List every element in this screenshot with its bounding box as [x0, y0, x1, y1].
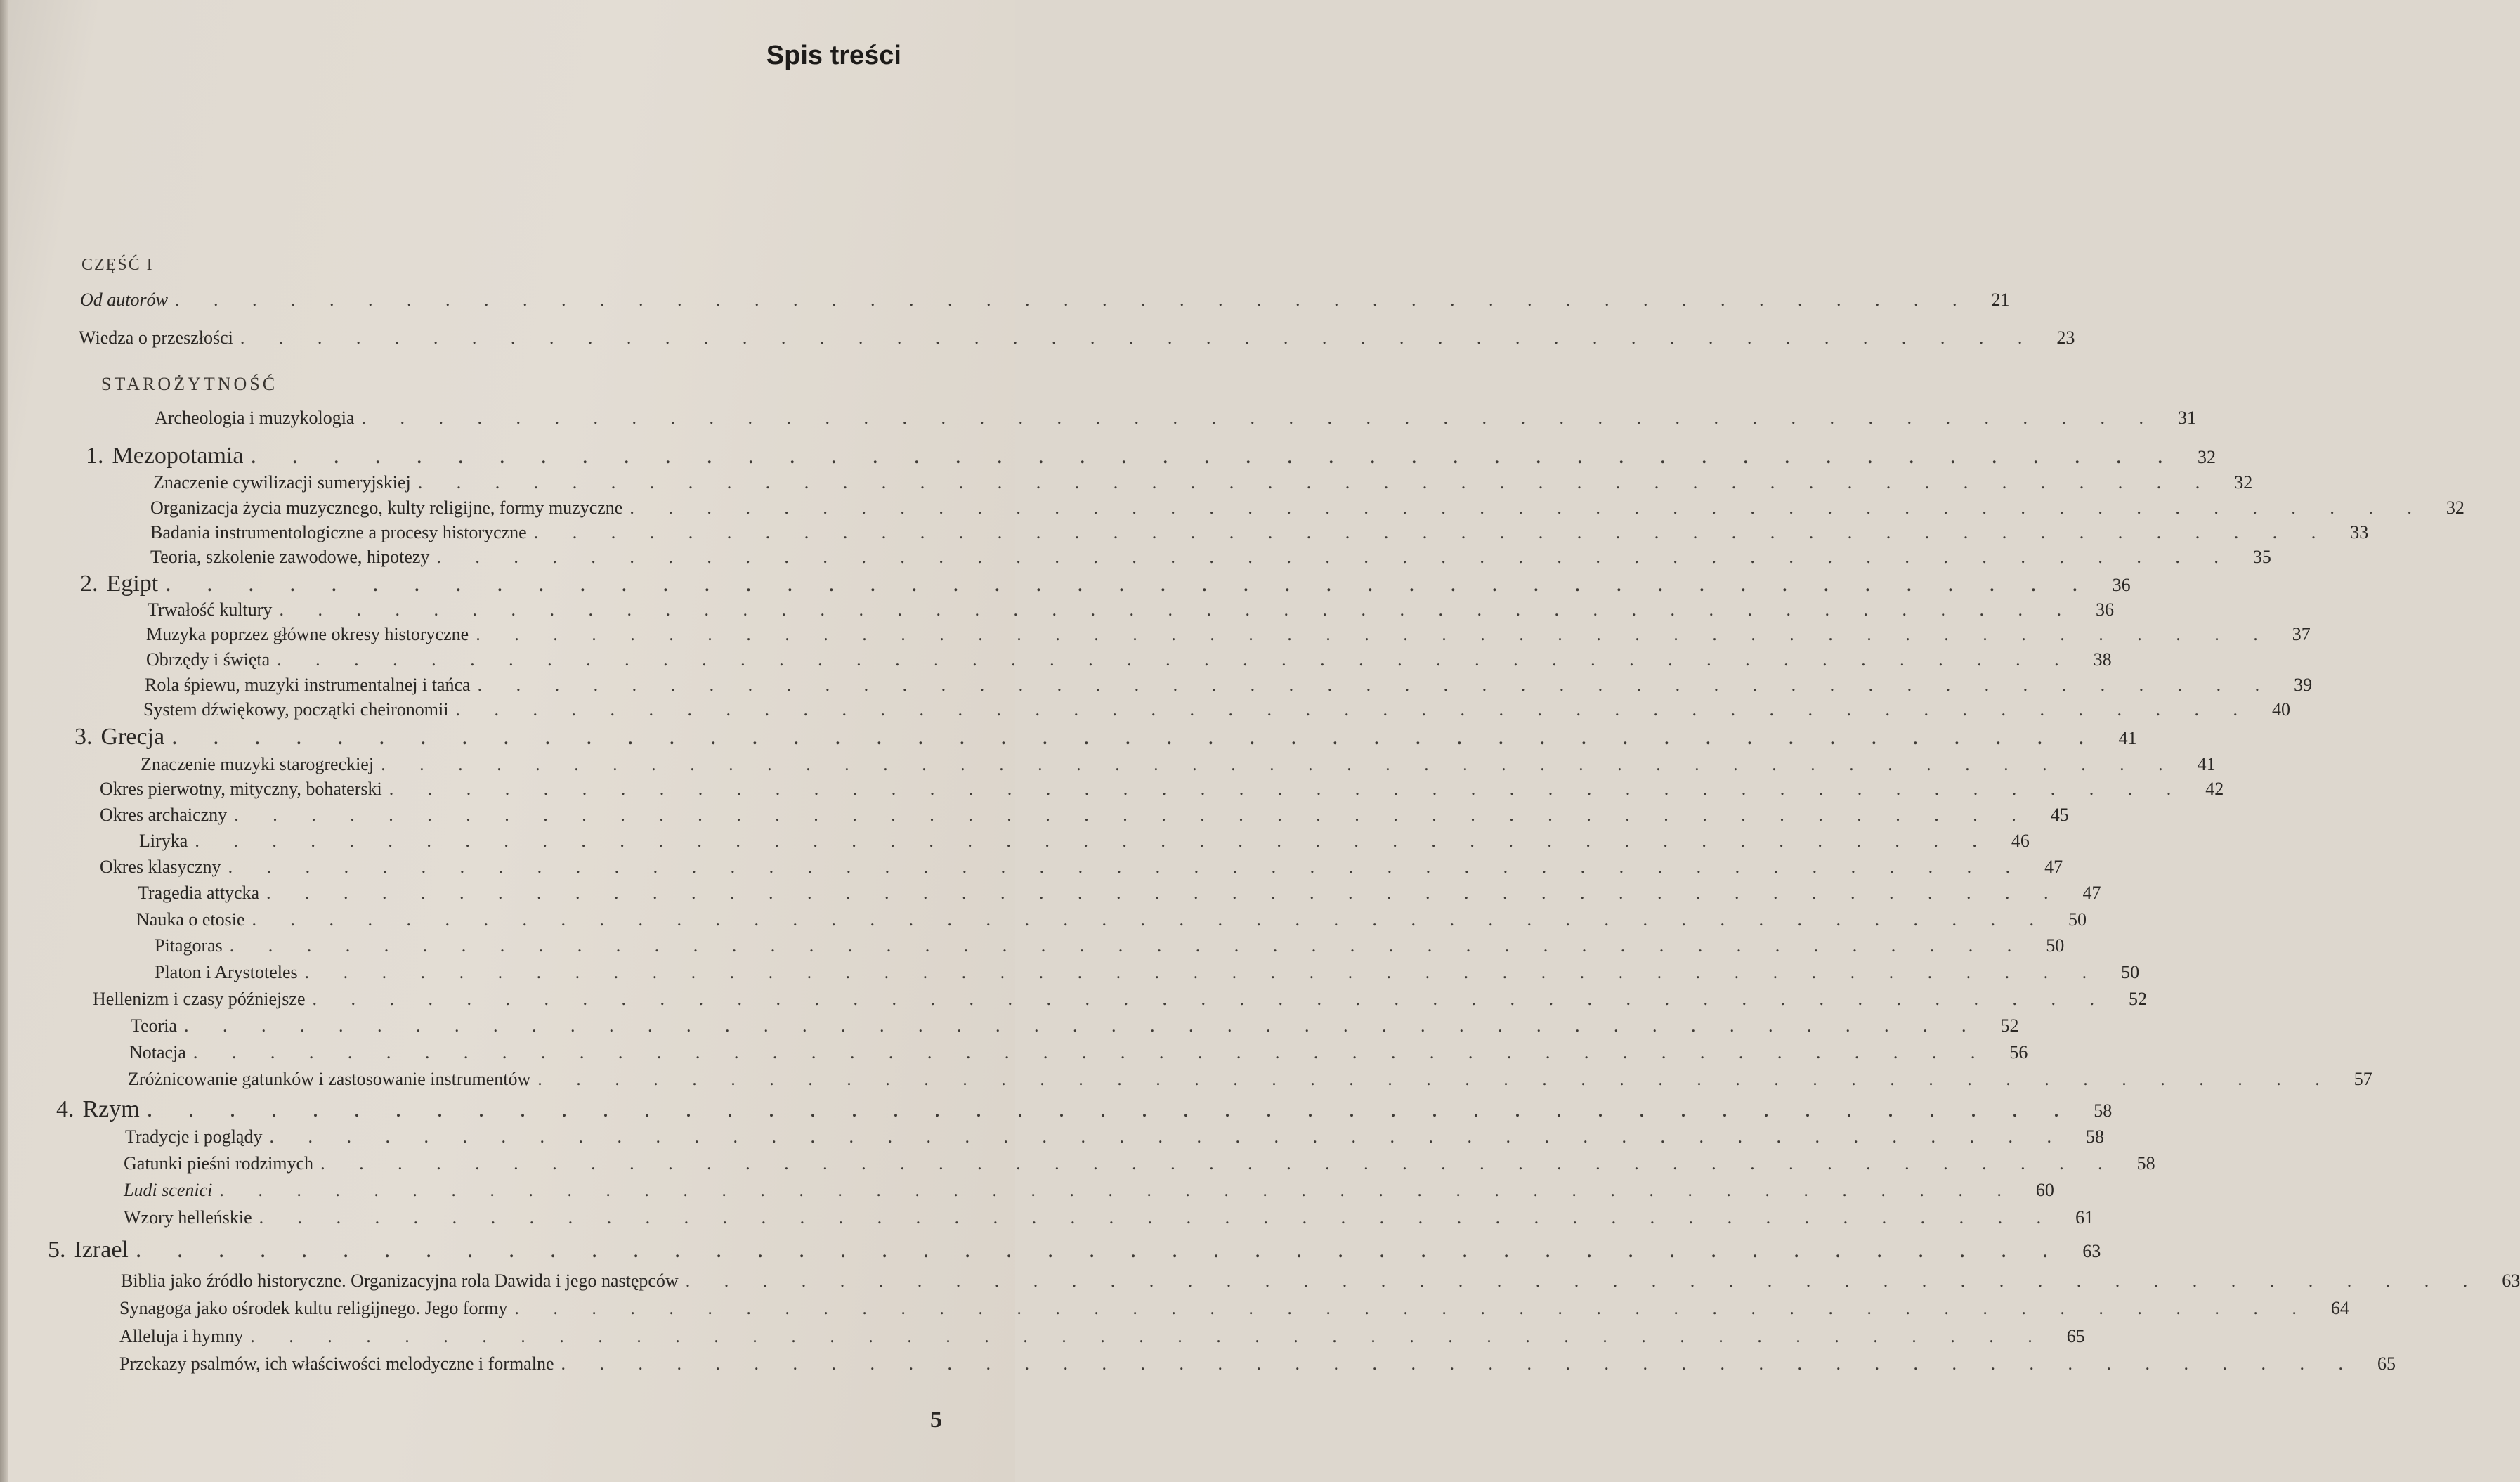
toc-entry: [131, 1015, 2019, 1036]
dot-leader: . . . . . . . . . . . . . . . . . . . . . . . . . . . . . . . . . . . . . . . . . . . . . . .: [228, 857, 2025, 877]
entry-page-number: 52: [2128, 989, 2147, 1009]
dot-leader: . . . . . . . . . . . . . . . . . . . . . . . . . . . . . . . . . . . . . . . . . . . . . . .: [417, 472, 2215, 493]
dot-leader: . . . . . . . . . . . . . . . . . . . . . . . . . . . . . . . . . . . . . . . . . . . . . . .: [389, 779, 2186, 799]
entry-title: Platon i Arystoteles: [155, 962, 298, 982]
entry-page-number: 40: [2271, 699, 2290, 720]
entry-title: System dźwiękowy, początki cheironomii: [143, 699, 449, 720]
toc-entry: [121, 1270, 2520, 1292]
dot-leader: . . . . . . . . . . . . . . . . . . . . . . . . . . . . . . . . . . . . . . . . . . . . . . .: [240, 327, 2037, 348]
dot-leader: . . . . . . . . . . . . . . . . . . . . . . . . . . . . . . . . . . . . . . . . . . . . . . .: [455, 699, 2252, 720]
toc-entry: [143, 699, 2290, 720]
toc-chapter: [74, 724, 2137, 750]
toc-entry: [80, 290, 2010, 311]
toc-entry: [155, 962, 2140, 983]
dot-leader: . . . . . . . . . . . . . . . . . . . . . . . . . . . . . . . . . . . . . . . . . . . . . . .: [561, 1353, 2358, 1374]
toc-entry: [100, 805, 2069, 826]
entry-page-number: 37: [2292, 624, 2311, 644]
entry-title: Muzyka poprzez główne okresy historyczne: [146, 624, 469, 644]
entry-title: Tradycje i poglądy: [125, 1126, 263, 1147]
entry-title: Teoria: [131, 1015, 178, 1036]
entry-page-number: 36: [2112, 575, 2131, 595]
entry-page-number: 52: [2000, 1015, 2019, 1036]
page-title: Spis treści: [766, 41, 901, 70]
entry-page-number: 41: [2118, 728, 2137, 748]
entry-page-number: 36: [2095, 599, 2114, 620]
entry-title: Organizacja życia muzycznego, kulty religijne, formy muzyczne: [150, 498, 623, 518]
entry-title: Przekazy psalmów, ich właściwości melodyczne i formalne: [119, 1353, 554, 1374]
entry-title: Okres klasyczny: [100, 857, 221, 877]
dot-leader: . . . . . . . . . . . . . . . . . . . . . . . . . . . . . . . . . . . . . . . . . . . . . . .: [381, 754, 2178, 774]
dot-leader: . . . . . . . . . . . . . . . . . . . . . . . . . . . . . . . . . . . . . . . . . . . . . . .: [629, 498, 2427, 518]
entry-page-number: 58: [2085, 1126, 2104, 1147]
entry-page-number: 65: [2377, 1353, 2396, 1374]
entry-page-number: 21: [1991, 290, 2010, 310]
entry-title: Od autorów: [80, 290, 168, 310]
entry-title: Notacja: [129, 1042, 186, 1062]
entry-title: Teoria, szkolenie zawodowe, hipotezy: [150, 547, 430, 567]
entry-title: Wiedza o przeszłości: [79, 327, 233, 348]
toc-entry: [155, 935, 2065, 956]
toc-entry: [148, 599, 2114, 620]
toc-entry: [79, 327, 2075, 349]
entry-title: Okres pierwotny, mityczny, bohaterski: [100, 779, 382, 799]
dot-leader: . . . . . . . . . . . . . . . . . . . . . . . . . . . . . . . . . . . . . . . . . . . . . . .: [229, 935, 2027, 956]
entry-page-number: 31: [2177, 408, 2196, 428]
entry-page-number: 63: [2502, 1270, 2520, 1291]
toc-entry: [93, 989, 2147, 1010]
section-label: STAROŻYTNOŚĆ: [101, 374, 278, 394]
toc-entry: [119, 1298, 2349, 1319]
dot-leader: . . . . . . . . . . . . . . . . . . . . . . . . . . . . . . . . . . . . . . . . . . . . . . .: [234, 805, 2031, 825]
chapter-number: 1.: [86, 443, 104, 469]
toc-entry: [150, 547, 2271, 568]
toc-entry: [124, 1180, 2054, 1201]
entry-title: Hellenizm i czasy późniejsze: [93, 989, 306, 1009]
entry-page-number: 42: [2205, 779, 2224, 799]
entry-page-number: 50: [2046, 935, 2065, 956]
dot-leader: . . . . . . . . . . . . . . . . . . . . . . . . . . . . . . . . . . . . . . . . . . . . . . .: [436, 547, 2233, 567]
part-label: CZĘŚĆ I: [81, 256, 154, 274]
entry-title: Biblia jako źródło historyczne. Organizacyjna rola Dawida i jego następców: [121, 1270, 679, 1291]
entry-title: Synagoga jako ośrodek kultu religijnego. Jego formy: [119, 1298, 508, 1318]
dot-leader: . . . . . . . . . . . . . . . . . . . . . . . . . . . . . . . . . . . . . . . . . . . . . . .: [195, 831, 1992, 851]
entry-title: Obrzędy i święta: [146, 649, 270, 670]
dot-leader: . . . . . . . . . . . . . . . . . . . . . . . . . . . . . . . . . . . . . . . . . . . . . . .: [266, 883, 2063, 903]
toc-entry: [100, 779, 2224, 800]
toc-entry: [150, 522, 2369, 543]
entry-page-number: 23: [2056, 327, 2075, 348]
entry-title: Zróżnicowanie gatunków i zastosowanie instrumentów: [128, 1069, 531, 1089]
entry-title: Archeologia i muzykologia: [155, 408, 355, 428]
entry-title: Grecja: [100, 724, 165, 750]
toc-entry: [119, 1326, 2085, 1347]
entry-title: Badania instrumentologiczne a procesy historyczne: [150, 522, 527, 542]
entry-title: Liryka: [139, 831, 188, 851]
entry-title: Mezopotamia: [112, 443, 244, 469]
dot-leader: . . . . . . . . . . . . . . . . . . . . . . . . . . . . . . . . . . . . . . . . . . . . . . .: [269, 1126, 2066, 1147]
entry-page-number: 32: [2197, 447, 2216, 467]
toc-entry: [145, 675, 2313, 696]
entry-title: Trwałość kultury: [148, 599, 273, 620]
page-edge: [0, 0, 8, 1482]
entry-page-number: 63: [2082, 1241, 2101, 1261]
entry-page-number: 61: [2075, 1207, 2094, 1228]
entry-title: Ludi scenici: [124, 1180, 213, 1200]
toc-entry: [146, 624, 2311, 645]
dot-leader: . . . . . . . . . . . . . . . . . . . . . . . . . . . . . . . . . . . . . . . . . . . . . . .: [320, 1153, 2117, 1174]
entry-title: Pitagoras: [155, 935, 223, 956]
dot-leader: . . . . . . . . . . . . . . . . . . . . . . . . . . . . . . . . . . . . . . . . . . . . . . .: [184, 1015, 1981, 1036]
toc-chapter: [56, 1096, 2113, 1123]
dot-leader: . . . . . . . . . . . . . . . . . . . . . . . . . . . . . . . . . . . . . . . . . . . . . . .: [174, 290, 1972, 310]
dot-leader: . . . . . . . . . . . . . . . . . . . . . . . . . . . . . . . . . . . . . . . . . . . . . . .: [537, 1069, 2335, 1089]
entry-page-number: 65: [2066, 1326, 2085, 1346]
toc-entry: [129, 1042, 2028, 1063]
entry-page-number: 35: [2252, 547, 2271, 567]
toc-entry: [146, 649, 2112, 670]
entry-page-number: 60: [2035, 1180, 2054, 1200]
toc-entry: [138, 883, 2101, 904]
entry-page-number: 38: [2093, 649, 2112, 670]
chapter-number: 5.: [48, 1237, 66, 1263]
dot-leader: . . . . . . . . . . . . . . . . . . . . . . . . . . . . . . . . . . . . . . . . . . . . . . .: [514, 1298, 2311, 1318]
toc-entry: [136, 909, 2087, 930]
dot-leader: . . . . . . . . . . . . . . . . . . . . . . . . . . . . . . . . . . . . . . . . . . . . . . .: [165, 571, 2093, 597]
entry-title: Wzory helleńskie: [124, 1207, 252, 1228]
page-number: 5: [930, 1407, 942, 1433]
entry-title: Gatunki pieśni rodzimych: [124, 1153, 314, 1174]
dot-leader: . . . . . . . . . . . . . . . . . . . . . . . . . . . . . . . . . . . . . . . . . . . . . . .: [304, 962, 2102, 982]
dot-leader: . . . . . . . . . . . . . . . . . . . . . . . . . . . . . . . . . . . . . . . . . . . . . . .: [476, 624, 2273, 644]
entry-title: Nauka o etosie: [136, 909, 245, 930]
entry-page-number: 41: [2197, 754, 2216, 774]
entry-page-number: 45: [2050, 805, 2069, 825]
dot-leader: . . . . . . . . . . . . . . . . . . . . . . . . . . . . . . . . . . . . . . . . . . . . . . .: [250, 443, 2178, 469]
dot-leader: . . . . . . . . . . . . . . . . . . . . . . . . . . . . . . . . . . . . . . . . . . . . . . .: [219, 1180, 2016, 1200]
entry-page-number: 47: [2082, 883, 2101, 903]
entry-page-number: 46: [2011, 831, 2030, 851]
entry-title: Alleluja i hymny: [119, 1326, 244, 1346]
chapter-number: 2.: [80, 571, 98, 597]
entry-page-number: 50: [2121, 962, 2140, 982]
entry-page-number: 50: [2068, 909, 2087, 930]
dot-leader: . . . . . . . . . . . . . . . . . . . . . . . . . . . . . . . . . . . . . . . . . . . . . . .: [192, 1042, 1990, 1062]
toc-chapter: [48, 1237, 2101, 1263]
dot-leader: . . . . . . . . . . . . . . . . . . . . . . . . . . . . . . . . . . . . . . . . . . . . . . .: [361, 408, 2158, 428]
toc-entry: [139, 831, 2030, 852]
entry-title: Okres archaiczny: [100, 805, 228, 825]
dot-leader: . . . . . . . . . . . . . . . . . . . . . . . . . . . . . . . . . . . . . . . . . . . . . . .: [312, 989, 2109, 1009]
entry-title: Rola śpiewu, muzyki instrumentalnej i tańca: [145, 675, 471, 695]
toc-entry: [125, 1126, 2104, 1148]
dot-leader: . . . . . . . . . . . . . . . . . . . . . . . . . . . . . . . . . . . . . . . . . . . . . . .: [277, 649, 2074, 670]
dot-leader: . . . . . . . . . . . . . . . . . . . . . . . . . . . . . . . . . . . . . . . . . . . . . . .: [279, 599, 2076, 620]
entry-page-number: 32: [2446, 498, 2464, 518]
entry-title: Rzym: [82, 1096, 140, 1122]
entry-title: Egipt: [106, 571, 159, 597]
dot-leader: . . . . . . . . . . . . . . . . . . . . . . . . . . . . . . . . . . . . . . . . . . . . . . .: [146, 1096, 2075, 1122]
toc-entry: [141, 754, 2216, 775]
toc-entry: [153, 472, 2253, 493]
toc-entry: [155, 408, 2196, 429]
dot-leader: . . . . . . . . . . . . . . . . . . . . . . . . . . . . . . . . . . . . . . . . . . . . . . .: [135, 1237, 2063, 1263]
dot-leader: . . . . . . . . . . . . . . . . . . . . . . . . . . . . . . . . . . . . . . . . . . . . . . .: [533, 522, 2331, 542]
toc-entry: [128, 1069, 2372, 1090]
entry-title: Znaczenie cywilizacji sumeryjskiej: [153, 472, 411, 493]
entry-page-number: 56: [2009, 1042, 2028, 1062]
dot-leader: . . . . . . . . . . . . . . . . . . . . . . . . . . . . . . . . . . . . . . . . . . . . . . .: [259, 1207, 2056, 1228]
chapter-number: 3.: [74, 724, 93, 750]
entry-page-number: 47: [2044, 857, 2063, 877]
entry-page-number: 57: [2353, 1069, 2372, 1089]
entry-page-number: 58: [2136, 1153, 2155, 1174]
entry-page-number: 32: [2234, 472, 2253, 493]
toc-chapter: [86, 443, 2216, 469]
dot-leader: . . . . . . . . . . . . . . . . . . . . . . . . . . . . . . . . . . . . . . . . . . . . . . .: [250, 1326, 2047, 1346]
toc-entry: [150, 498, 2464, 519]
toc-entry: [119, 1353, 2396, 1374]
entry-title: Izrael: [74, 1237, 129, 1263]
entry-title: Tragedia attycka: [138, 883, 260, 903]
chapter-number: 4.: [56, 1096, 74, 1122]
dot-leader: . . . . . . . . . . . . . . . . . . . . . . . . . . . . . . . . . . . . . . . . . . . . . . .: [477, 675, 2275, 695]
dot-leader: . . . . . . . . . . . . . . . . . . . . . . . . . . . . . . . . . . . . . . . . . . . . . . .: [685, 1270, 2483, 1291]
dot-leader: . . . . . . . . . . . . . . . . . . . . . . . . . . . . . . . . . . . . . . . . . . . . . . .: [171, 724, 2099, 750]
entry-page-number: 58: [2094, 1100, 2113, 1121]
entry-page-number: 64: [2330, 1298, 2349, 1318]
dot-leader: . . . . . . . . . . . . . . . . . . . . . . . . . . . . . . . . . . . . . . . . . . . . . . .: [252, 909, 2049, 930]
entry-title: Znaczenie muzyki starogreckiej: [141, 754, 374, 774]
toc-chapter: [80, 571, 2131, 597]
entry-page-number: 39: [2294, 675, 2313, 695]
toc-entry: [100, 857, 2063, 878]
entry-page-number: 33: [2350, 522, 2369, 542]
toc-entry: [124, 1207, 2094, 1228]
toc-entry: [124, 1153, 2155, 1174]
